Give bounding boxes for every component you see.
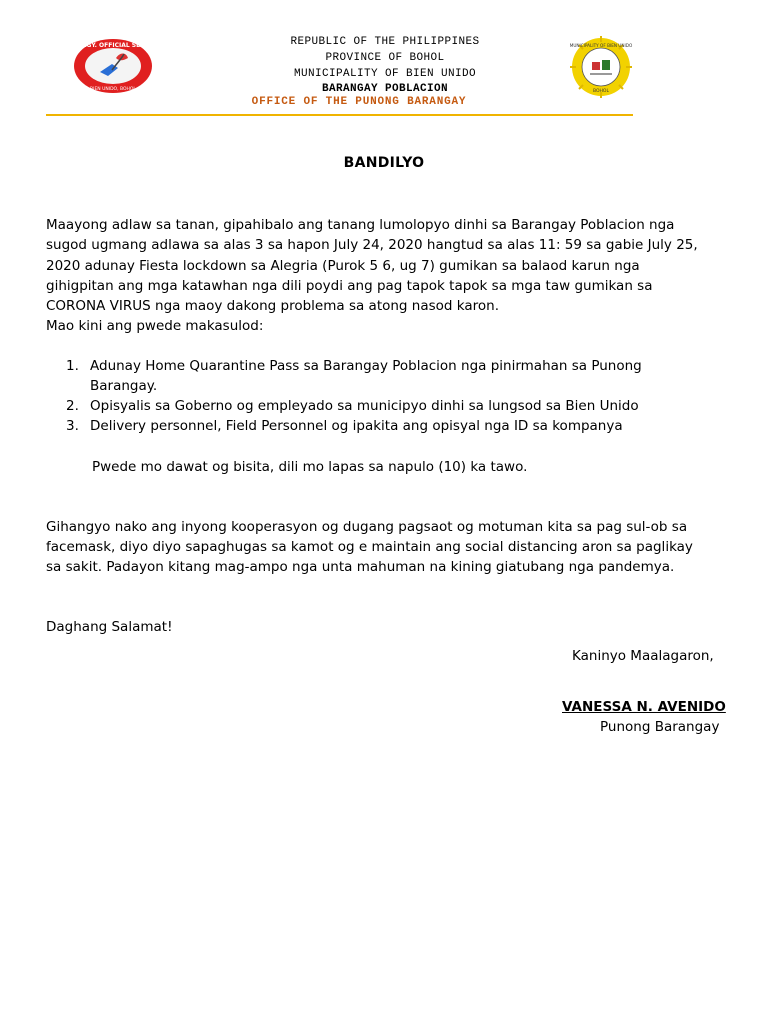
list-item-text: Adunay Home Quarantine Pass sa Barangay Poblacion nga pinirmahan sa Punong bbox=[90, 358, 642, 374]
visitor-note: Pwede mo dawat og bisita, dili mo lapas sa napulo (10) ka tawo. bbox=[92, 459, 528, 475]
svg-text:BIEN UNIDO, BOHOL: BIEN UNIDO, BOHOL bbox=[90, 87, 136, 92]
thanks-line: Daghang Salamat! bbox=[46, 619, 173, 635]
document-title: BANDILYO bbox=[343, 155, 425, 171]
header-republic: REPUBLIC OF THE PHILIPPINES bbox=[290, 36, 480, 48]
closing-line: Gihangyo nako ang inyong kooperasyon og dugang pagsaot og motuman kita sa pag sul-ob sa bbox=[46, 519, 688, 535]
list-item-number: 3. bbox=[66, 418, 79, 434]
header-province: PROVINCE OF BOHOL bbox=[325, 52, 445, 64]
barangay-official-seal-icon bbox=[72, 38, 154, 94]
list-item bbox=[66, 416, 726, 436]
valediction: Kaninyo Maalagaron, bbox=[572, 648, 714, 664]
svg-text:BRGY. OFFICIAL SEAL: BRGY. OFFICIAL SEAL bbox=[77, 42, 149, 49]
intro-line: gihigpitan ang mga katawhan nga dili poydi ang pag tapok tapok sa mga taw gumikan sa bbox=[46, 278, 653, 294]
intro-line: 2020 adunay Fiesta lockdown sa Alegria (Purok 5 6, ug 7) gumikan sa balaod karun nga bbox=[46, 258, 640, 274]
intro-line: Maayong adlaw sa tanan, gipahibalo ang tanang lumolopyo dinhi sa Barangay Poblacion nga bbox=[46, 217, 675, 233]
list-item bbox=[66, 396, 726, 416]
closing-line: sa sakit. Padayon kitang mag-ampo nga unta mahuman na kining giatubang nga pandemya. bbox=[46, 559, 675, 575]
svg-text:BOHOL: BOHOL bbox=[593, 89, 609, 94]
municipality-seal-icon bbox=[568, 36, 634, 98]
header-divider bbox=[46, 114, 633, 116]
list-item bbox=[66, 356, 726, 396]
list-item-number: 2. bbox=[66, 398, 79, 414]
list-item-text: Barangay. bbox=[90, 378, 158, 394]
header-office: OFFICE OF THE PUNONG BARANGAY bbox=[251, 96, 467, 108]
intro-line: sugod ugmang adlawa sa alas 3 sa hapon July 24, 2020 hangtud sa alas 11: 59 sa gabie July 25, bbox=[46, 237, 698, 253]
header-municipality: MUNICIPALITY OF BIEN UNIDO bbox=[293, 68, 477, 80]
list-item-text: Delivery personnel, Field Personnel og ipakita ang opisyal nga ID sa kompanya bbox=[90, 418, 623, 434]
intro-line: CORONA VIRUS nga maoy dakong problema sa atong nasod karon. bbox=[46, 298, 499, 314]
signatory-title: Punong Barangay bbox=[600, 719, 720, 735]
signatory-name: VANESSA N. AVENIDO bbox=[562, 699, 726, 715]
closing-line: facemask, diyo diyo sapaghugas sa kamot og e maintain ang social distancing aron sa paglikay bbox=[46, 539, 693, 555]
list-item-text: Opisyalis sa Goberno og empleyado sa municipyo dinhi sa lungsod sa Bien Unido bbox=[90, 398, 639, 414]
list-item-number: 1. bbox=[66, 358, 79, 374]
svg-text:MUNICIPALITY OF BIEN UNIDO: MUNICIPALITY OF BIEN UNIDO bbox=[569, 43, 633, 48]
intro-line: Mao kini ang pwede makasulod: bbox=[46, 318, 264, 334]
header-barangay: BARANGAY POBLACION bbox=[321, 83, 449, 95]
